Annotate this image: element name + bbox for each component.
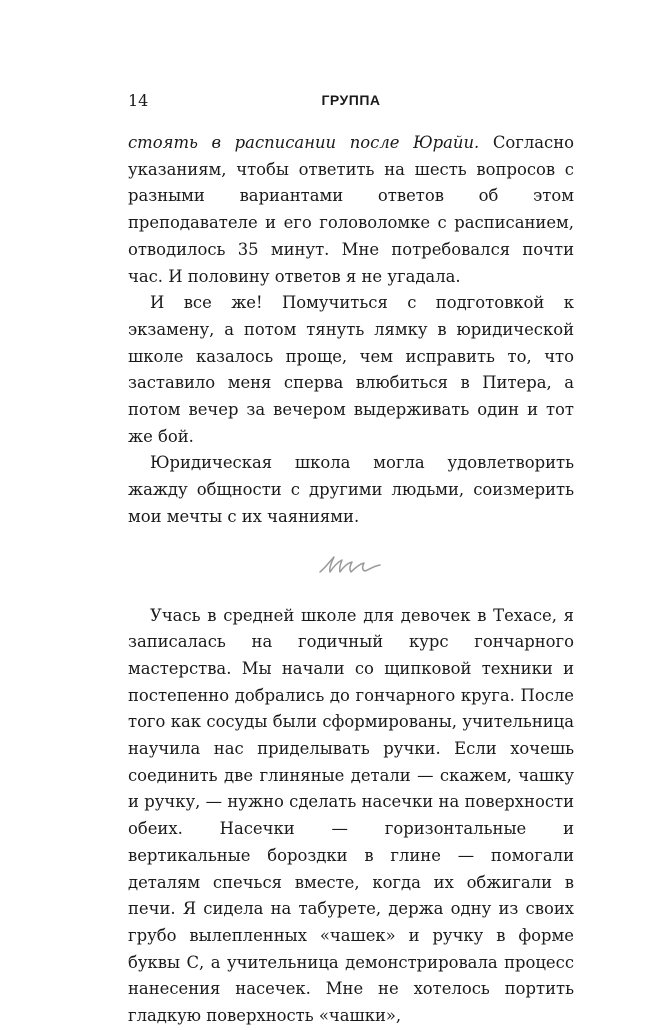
running-title: ГРУППА [321,92,381,108]
section-divider [128,553,574,583]
body-text [128,130,574,1030]
paragraph-2: И все же! Помучиться с подготовкой к экзамену, а потом тянуть лямку в юридической школе казалось проще, чем исправить то, что заставило меня сперва влюбиться в Питера, а потом вечер за вечером выдерживать один и тот же бой. [128,293,574,446]
paragraph-1-rest: Согласно указаниям, чтобы ответить на шесть вопросов с разными вариантами ответов об этом преподавателе и его головоломке с расписанием, отводилось 35 минут. Мне потребовался почти час. И половину ответов я не угадала. [128,133,574,286]
flourish-ornament-icon [316,553,386,579]
paragraph-4: Учась в средней школе для девочек в Техасе, я записалась на годичный курс гончарного мастерства. Мы начали со щипковой техники и постепенно добрались до гончарного круга. После того как сосуды были сформированы, учительница научила нас приделывать ручки. Если хочешь соединить две глиняные детали — скажем, чашку и ручку, — нужно сделать насечки на поверхности обеих. Насечки — горизонтальные и вертикальные бороздки в глине — помогали деталям спечься вместе, когда их обжигали в печи. Я сидела на табурете, держа одну из своих грубо вылепленных «чашек» и ручку в форме буквы С, а учительница демонстрировала процесс нанесения насечек. Мне не хотелось портить гладкую поверхность «чашки», [128,605,574,1026]
page-header [128,91,574,113]
italic-phrase: стоять в расписании после Юрайи. [128,133,480,152]
paragraph-3: Юридическая школа могла удовлетворить жажду общности с другими людьми, соизмерить мои мечты с их чаяниями. [128,453,574,526]
paragraph-1 [128,130,574,290]
page-number: 14 [128,91,149,110]
